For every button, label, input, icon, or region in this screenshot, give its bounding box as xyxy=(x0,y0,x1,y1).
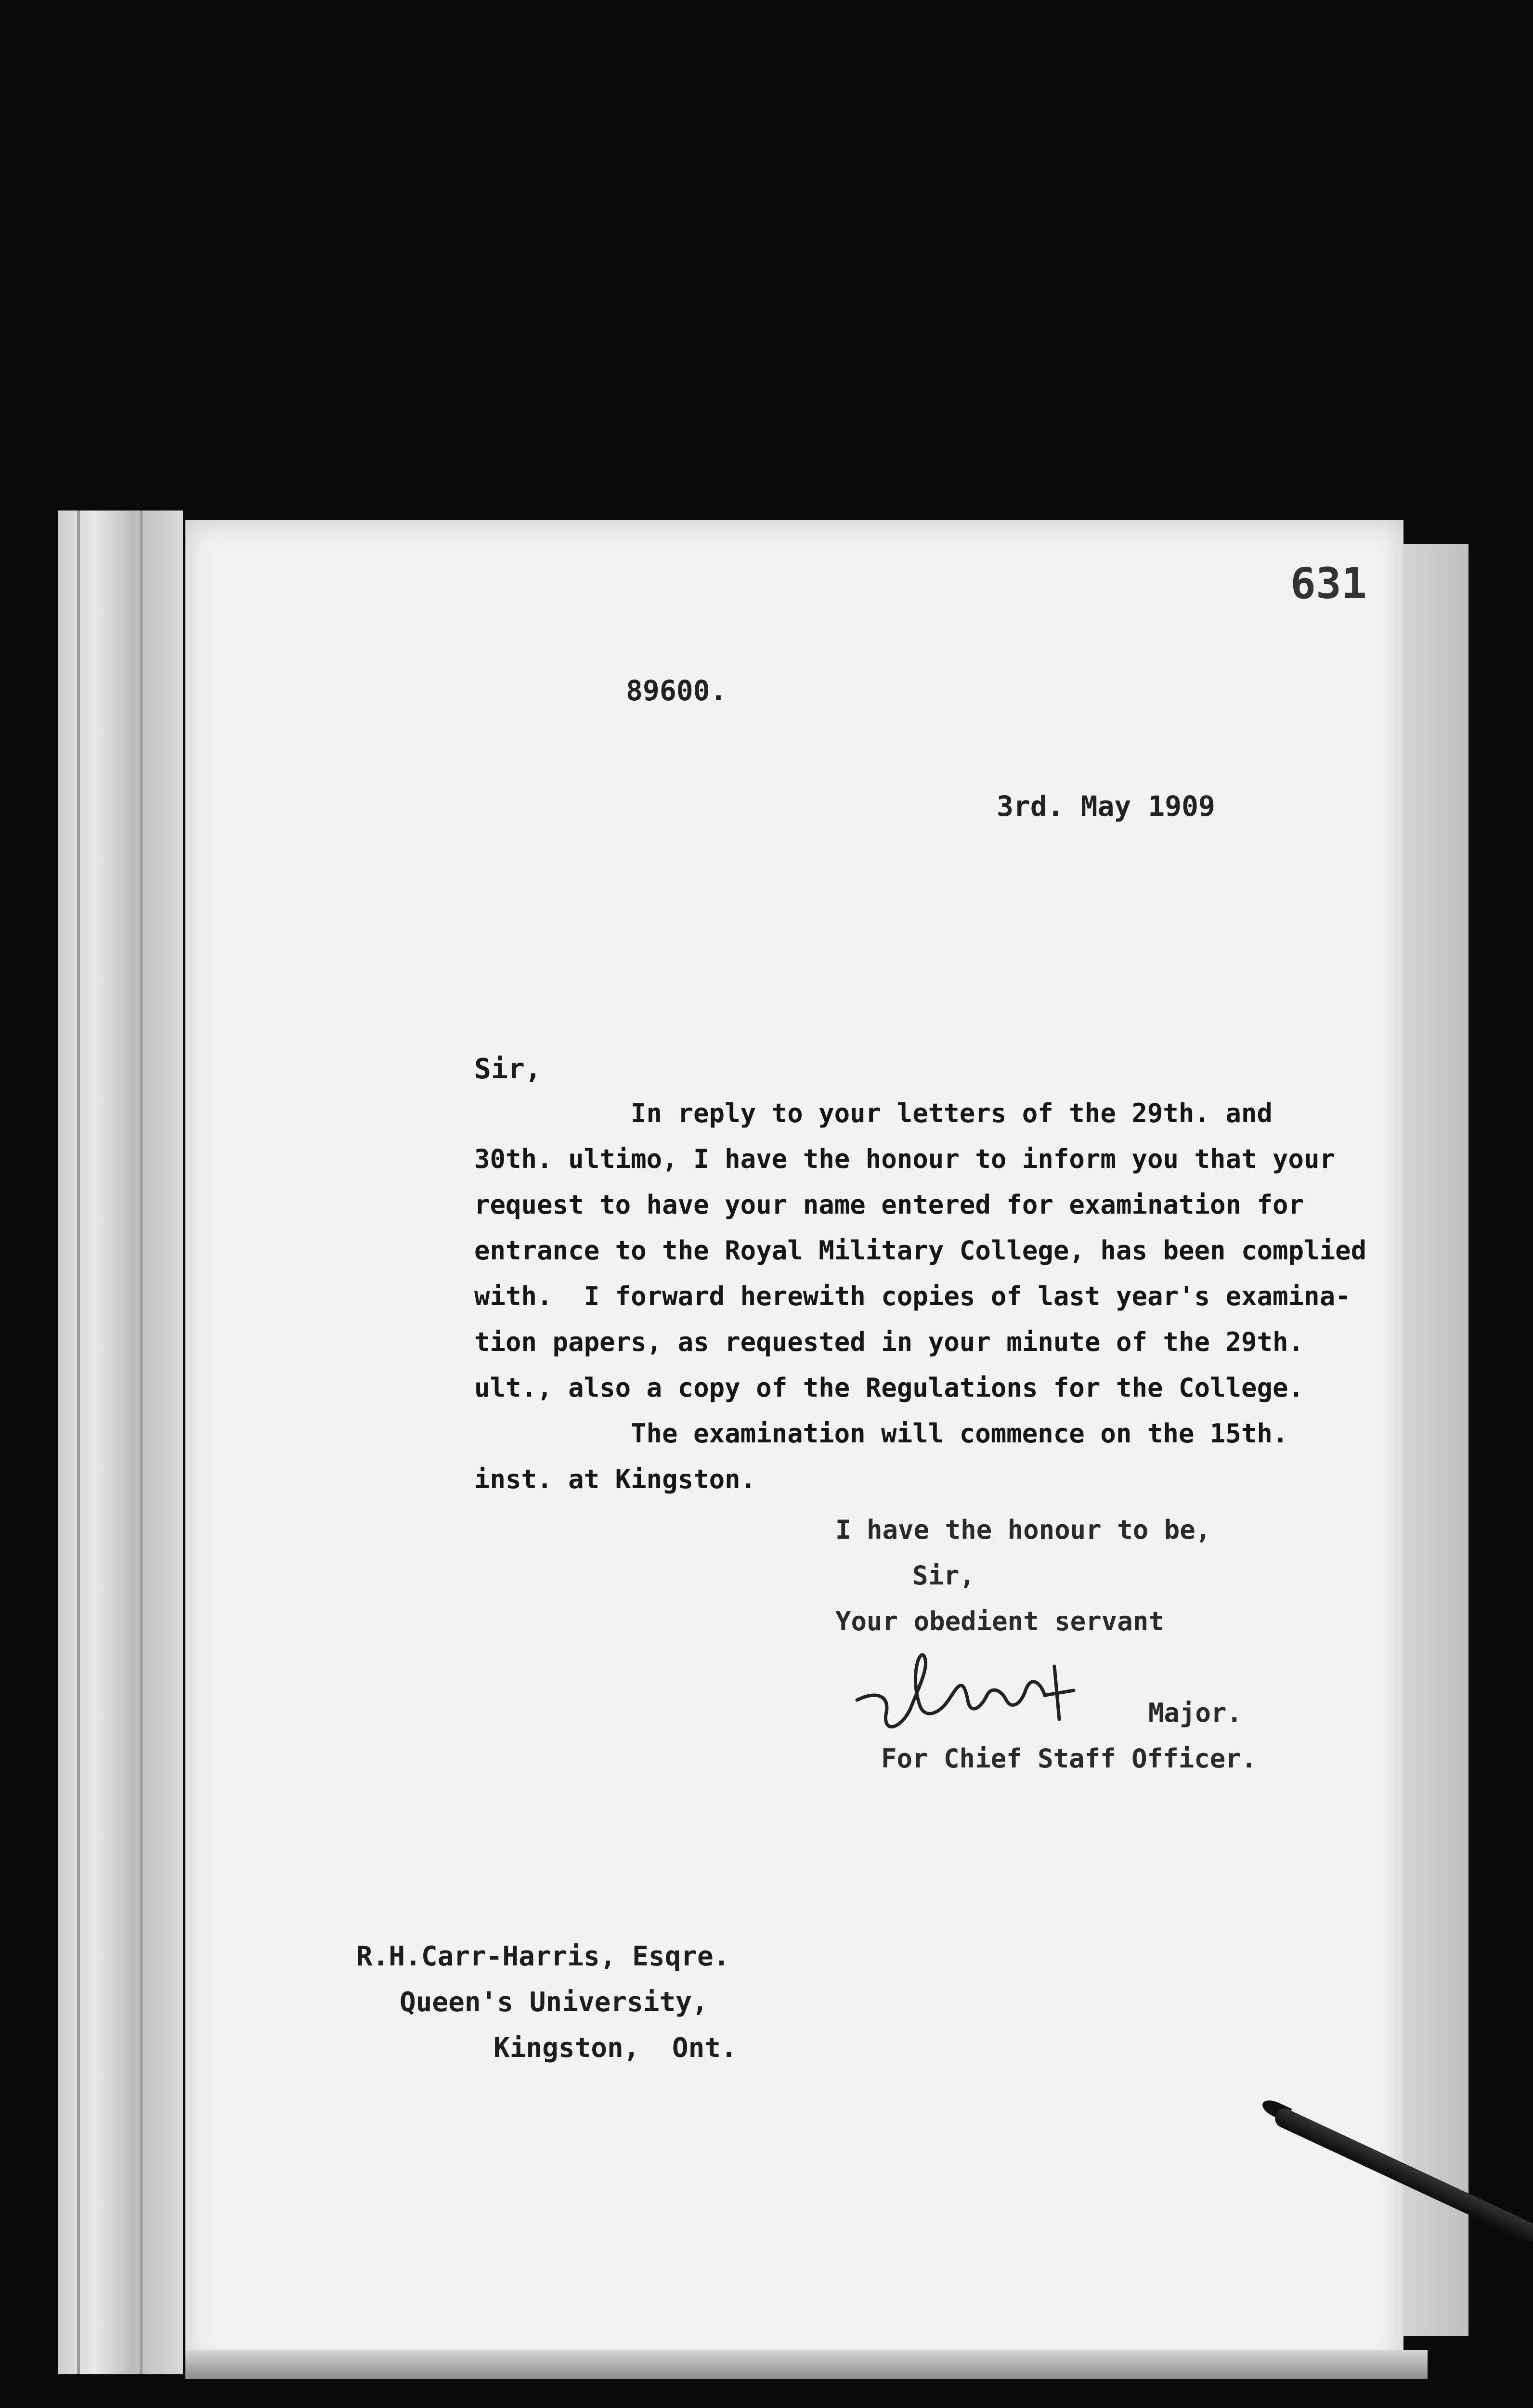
closing-sir: Sir, xyxy=(912,1560,975,1591)
body-line: inst. at Kingston. xyxy=(474,1464,756,1494)
body-line: with. I forward herewith copies of last year's examina- xyxy=(474,1281,1351,1311)
page-stack-edge xyxy=(185,2350,1428,2379)
addressee-name: R.H.Carr-Harris, Esqre. xyxy=(356,1941,730,1972)
body-line: In reply to your letters of the 29th. and xyxy=(631,1098,1273,1128)
salutation: Sir, xyxy=(474,1052,542,1085)
addressee-city: Kingston, Ont. xyxy=(494,2032,737,2064)
reference-number: 89600. xyxy=(626,674,727,707)
signer-office: For Chief Staff Officer. xyxy=(881,1743,1257,1774)
folio-number: 631 xyxy=(1290,559,1367,608)
body-line: request to have your name entered for examination for xyxy=(474,1190,1304,1220)
binder-strip xyxy=(77,510,80,2374)
body-line: 30th. ultimo, I have the honour to inform you that your xyxy=(474,1144,1336,1174)
body-line: The examination will commence on the 15th. xyxy=(631,1418,1288,1449)
handwritten-signature xyxy=(847,1637,1117,1748)
body-line: ult., also a copy of the Regulations for the College. xyxy=(474,1373,1304,1403)
binder-strip xyxy=(140,510,143,2374)
addressee-institution: Queen's University, xyxy=(400,1987,708,2018)
signer-rank: Major. xyxy=(1148,1698,1243,1728)
closing-servant: Your obedient servant xyxy=(835,1606,1164,1636)
closing-line: I have the honour to be, xyxy=(835,1515,1211,1545)
binder-edge xyxy=(58,510,183,2374)
letter-date: 3rd. May 1909 xyxy=(997,790,1215,823)
body-line: tion papers, as requested in your minute of the 29th. xyxy=(474,1327,1304,1357)
body-line: entrance to the Royal Military College, has been complied xyxy=(474,1235,1367,1266)
